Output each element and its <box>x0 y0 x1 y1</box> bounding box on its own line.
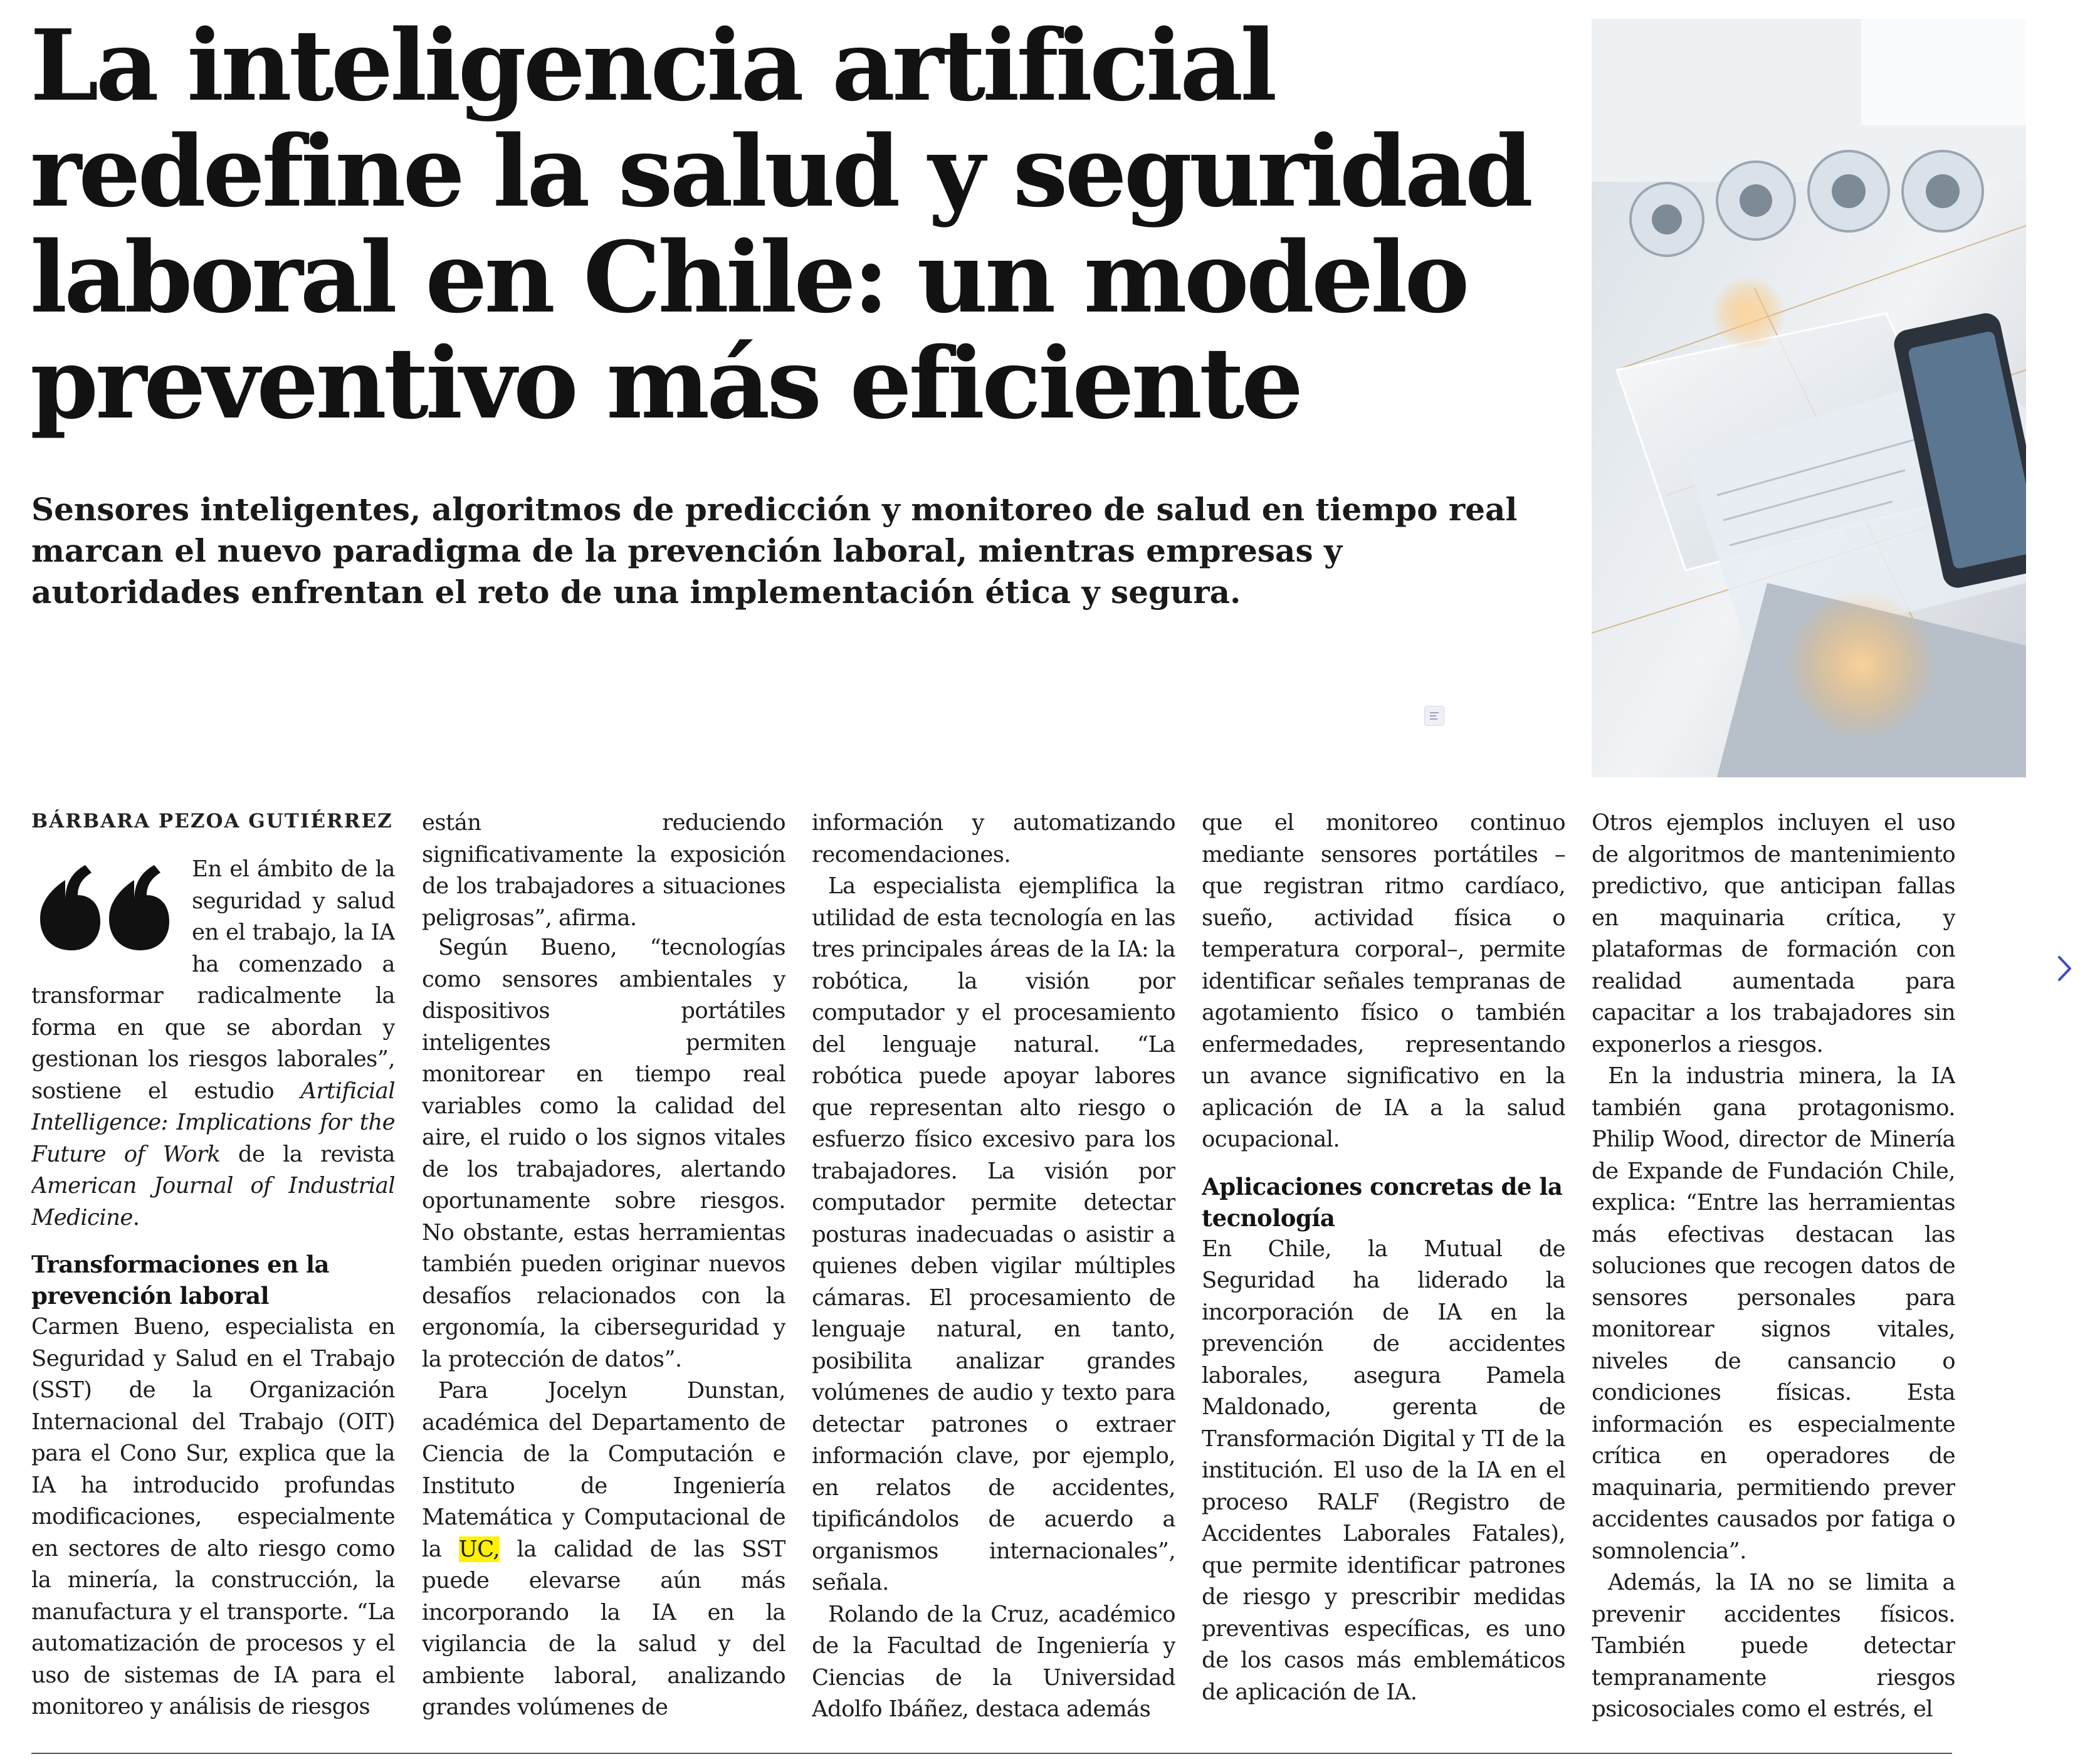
article-column <box>31 807 395 1735</box>
intro-text: de la revista <box>220 1141 395 1167</box>
paragraph: Según Bueno, “tecnologías como sensores ambientales y dispositivos portátiles inteligentes permiten monitorear en tiempo real variables como la calidad del aire, el ruido o los signos vitales de los trabajadores, alertando oportunamente sobre riesgos. No obstante, estas herramientas también pueden originar nuevos desafíos relacionados con la ergonomía, la ciberseguridad y la protección de datos”. <box>422 935 785 1372</box>
article-column <box>812 807 1175 1735</box>
paragraph: Otros ejemplos incluyen el uso de algoritmos de mantenimiento predictivo, que anticipan fallas en maquinaria crítica, y plataformas de formación con realidad aumentada para capacitar a los trabajadores sin exponerlos a riesgos. <box>1592 810 1955 1058</box>
chevron-right-icon <box>2055 955 2074 982</box>
note-icon[interactable] <box>1424 706 1444 726</box>
study-title: Artificial Intelligence: Implications for the Future of Work <box>31 1078 395 1167</box>
paragraph: En la industria minera, la IA también gana protagonismo. Philip Wood, director de Minería de Expande de Fundación Chile, explica: “Entre las herramientas más efectivas destacan las soluciones que recogen datos de sensores personales para monitorear signos vitales, niveles de cansancio o condiciones físicas. Esta información es especialmente crítica en operadores de maquinaria, permitiendo prever accidentes causados por fatiga o somnolencia”. <box>1592 1063 1955 1564</box>
hero-illustration <box>1592 19 2026 777</box>
section-heading: Aplicaciones concretas de la tecnología <box>1202 1172 1563 1232</box>
quote-mark-icon <box>31 859 182 978</box>
section-heading: Transformaciones en la prevención laboral <box>31 1251 330 1310</box>
deck-line: autoridades enfrentan el reto de una implementación ética y segura. <box>31 574 1241 611</box>
paragraph: Carmen Bueno, especialista en Seguridad y Salud en el Trabajo (SST) de la Organización Internacional del Trabajo (OIT) para el Cono Sur, explica que la IA ha introducido profundas modificaciones, especialmente en sectores de alto riesgo como la minería, la construcción, la manufactura y el transporte. “La automatización de procesos y el uso de sistemas de IA para el monitoreo y análisis de riesgos <box>31 1314 395 1719</box>
hero-image <box>1592 19 2026 777</box>
next-page-button[interactable] <box>2049 953 2080 984</box>
paragraph: En Chile, la Mutual de Seguridad ha liderado la incorporación de IA en la prevención de accidentes laborales, asegura Pamela Maldonado, gerenta de Transformación Digital y TI de la institución. El uso de la IA en el proceso RALF (Registro de Accidentes Laborales Fatales), que permite identificar patrones de riesgo y prescribir medidas preventivas específicas, es uno de los casos más emblemáticos de aplicación de IA. <box>1202 1236 1565 1705</box>
intro-text: En el ámbito de la seguridad y salud en el trabajo, la IA ha comenzado a transformar radicalmente la forma en que se abordan y gestionan los riesgos laborales”, sostiene el estudio <box>31 856 395 1104</box>
paragraph <box>422 1375 785 1724</box>
paragraph: Además, la IA no se limita a prevenir accidentes físicos. También puede detectar tempranamente riesgos psicosociales como el estrés, el <box>1592 1570 1955 1722</box>
byline: BÁRBARA PEZOA GUTIÉRREZ <box>31 810 393 832</box>
article-column <box>422 807 785 1735</box>
paragraph <box>812 807 1175 871</box>
article-column <box>1592 807 1955 1735</box>
paragraph: Rolando de la Cruz, académico de la Facultad de Ingeniería y Ciencias de la Universidad Adolfo Ibáñez, destaca además <box>812 1601 1175 1722</box>
headline-line: laboral en Chile: un modelo <box>30 220 1467 335</box>
deck-subtitle <box>31 489 1518 613</box>
intro-text: . <box>132 1204 140 1231</box>
paragraph-text: información y automatizando recomendaciones. <box>812 810 1175 868</box>
deck-line: Sensores inteligentes, algoritmos de predicción y monitoreo de salud en tiempo real <box>31 491 1518 528</box>
headline-line: preventivo más eficiente <box>30 326 1301 441</box>
headline-line: redefine la salud y seguridad <box>30 114 1530 229</box>
deck-line: marcan el nuevo paradigma de la prevención laboral, mientras empresas y <box>31 532 1343 569</box>
paragraph: están reduciendo significativamente la exposición de los trabajadores a situaciones peligrosas”, afirma. <box>422 810 785 931</box>
journal-name: American Journal of Industrial Medicine <box>31 1173 395 1231</box>
article-column <box>1202 807 1565 1735</box>
paragraph: que el monitoreo continuo mediante sensores portátiles –que registran ritmo cardíaco, sueño, actividad física o temperatura corporal–, permite identificar señales tempranas de agotamiento físico o también enfermedades, representando un avance significativo en la aplicación de IA a la salud ocupacional. <box>1202 810 1565 1152</box>
highlighted-text[interactable]: UC, <box>458 1536 500 1562</box>
paragraph: La especialista ejemplifica la utilidad de esta tecnología en las tres principales áreas de la IA: la robótica, la visión por computador y el procesamiento del lenguaje natural. “La robótica puede apoyar labores que representan alto riesgo o esfuerzo físico excesivo para los trabajadores. La visión por computador permite detectar posturas inadecuadas o asistir a quienes deben vigilar múltiples cámaras. El procesamiento de lenguaje natural, en tanto, posibilita analizar grandes volúmenes de audio y texto para detectar patrones o extraer información clave, por ejemplo, en relatos de accidentes, tipificándolos de acuerdo a organismos internacionales”, señala. <box>812 873 1175 1595</box>
paragraph-text: Para Jocelyn Dunstan, académica del Departamento de Ciencia de la Computación e Instituto de Ingeniería Matemática y Computacional de la <box>422 1378 785 1562</box>
headline-line: La inteligencia artificial <box>30 8 1274 123</box>
paragraph-text: la calidad de las SST puede elevarse aún más incorporando la IA en la vigilancia de la salud y del ambiente laboral, analizando grandes volúmenes de <box>422 1536 785 1720</box>
bottom-rule <box>31 1753 1952 1754</box>
headline <box>30 8 1530 441</box>
